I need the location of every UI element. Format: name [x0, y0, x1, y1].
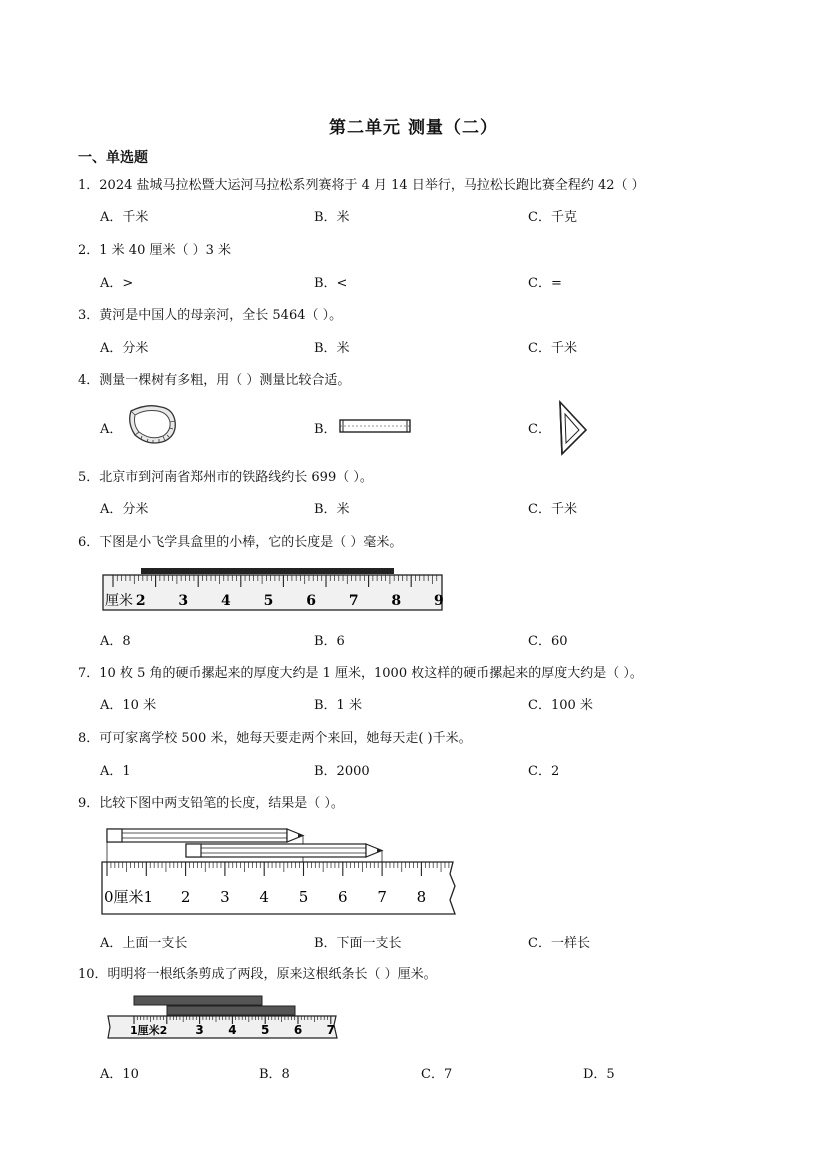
question-10-option-a[interactable]: A．10	[100, 1067, 139, 1082]
question-9-text: 9．比较下图中两支铅笔的长度，结果是（ ）。	[78, 796, 344, 811]
ruler-tick-label: 5	[263, 593, 274, 609]
upper-pencil	[107, 829, 303, 842]
question-5-option-c[interactable]: C．千米	[528, 502, 577, 517]
question-2-text: 2．1 米 40 厘米（ ）3 米	[78, 243, 232, 258]
question-5-option-a[interactable]: A．分米	[100, 502, 149, 517]
question-2-option-c[interactable]: C．=	[528, 276, 562, 291]
question-10-option-b[interactable]: B．8	[259, 1067, 290, 1082]
tape-measure-icon	[125, 401, 181, 451]
ruler-tick-label: 6	[293, 1023, 303, 1037]
question-4-option-c[interactable]: C．	[528, 422, 551, 437]
question-10-option-c[interactable]: C．7	[421, 1067, 453, 1082]
ruler-unit-label: 0厘米1	[104, 888, 154, 906]
ruler-tick-label: 3	[195, 1023, 204, 1037]
ruler-tick-label: 3	[220, 888, 230, 906]
question-10-text: 10．明明将一根纸条剪成了两段，原来这根纸条长（ ）厘米。	[78, 967, 437, 982]
question-3-option-b[interactable]: B．米	[314, 341, 350, 356]
ruler-tick-label: 5	[298, 888, 309, 906]
question-1-option-c[interactable]: C．千克	[528, 210, 577, 225]
question-1-text: 1．2024 盐城马拉松暨大运河马拉松系列赛将于 4 月 14 日举行，马拉松长跑比赛全程约 42（ ）	[78, 178, 645, 193]
question-8-option-c[interactable]: C．2	[528, 764, 560, 779]
question-4-option-a[interactable]: A．	[100, 422, 123, 437]
page-title: 第二单元 测量（二）	[329, 118, 498, 138]
ruler-tick-label: 4	[228, 1023, 237, 1037]
question-10-option-d[interactable]: D．5	[583, 1067, 615, 1082]
lower-pencil	[186, 844, 382, 857]
question-3-option-a[interactable]: A．分米	[100, 341, 149, 356]
ruler-tick-label: 5	[261, 1023, 270, 1037]
question-8-option-a[interactable]: A．1	[100, 764, 131, 779]
question-2-option-b[interactable]: B．<	[314, 276, 348, 291]
ruler-tick-label: 8	[391, 593, 402, 609]
ruler-tick-label: 7	[377, 888, 387, 906]
ruler-tick-label: 7	[348, 593, 359, 609]
ruler-tick-label: 2	[180, 888, 191, 906]
paper-strip-lower	[167, 1006, 295, 1015]
ruler-unit-label: 厘米	[105, 593, 133, 609]
ruler-tick-label: 7	[326, 1023, 335, 1037]
question-5-option-b[interactable]: B．米	[314, 502, 350, 517]
question-4-text: 4．测量一棵树有多粗，用（ ）测量比较合适。	[78, 373, 351, 388]
ruler-tick-label: 4	[259, 888, 269, 906]
question-9-option-a[interactable]: A．上面一支长	[100, 936, 188, 951]
question-7-option-a[interactable]: A．10 米	[100, 698, 157, 713]
straight-ruler-icon	[339, 418, 411, 434]
question-4-option-b[interactable]: B．	[314, 422, 337, 437]
question-6-option-c[interactable]: C．60	[528, 634, 568, 649]
q9-pencils-ruler-figure	[100, 824, 460, 916]
ruler-tick-label: 6	[338, 888, 348, 906]
ruler-tick-label: 2	[135, 593, 146, 609]
ruler-tick-label: 8	[416, 888, 427, 906]
question-5-text: 5．北京市到河南省郑州市的铁路线约长 699（ ）。	[78, 470, 373, 485]
question-7-option-c[interactable]: C．100 米	[528, 698, 593, 713]
paper-strip-upper	[134, 996, 262, 1005]
set-square-icon	[558, 400, 588, 456]
question-6-text: 6．下图是小飞学具盒里的小棒，它的长度是（ ）毫米。	[78, 535, 403, 550]
question-7-option-b[interactable]: B．1 米	[314, 698, 362, 713]
question-3-option-c[interactable]: C．千米	[528, 341, 577, 356]
ruler-tick-label: 4	[221, 593, 231, 609]
ruler-tick-label: 9	[434, 593, 444, 609]
question-3-text: 3．黄河是中国人的母亲河，全长 5464（ ）。	[78, 308, 343, 323]
question-9-option-b[interactable]: B．下面一支长	[314, 936, 402, 951]
ruler-tick-label: 3	[178, 593, 189, 609]
question-1-option-b[interactable]: B．米	[314, 210, 350, 225]
section-heading: 一、单选题	[78, 150, 148, 166]
question-7-text: 7．10 枚 5 角的硬币摞起来的厚度大约是 1 厘米，1000 枚这样的硬币摞起来的厚度大约是（ ）。	[78, 666, 643, 681]
ruler-unit-label: 1厘米2	[130, 1024, 168, 1037]
question-2-option-a[interactable]: A．>	[100, 276, 134, 291]
question-6-option-b[interactable]: B．6	[314, 634, 345, 649]
q10-paper-strips-ruler-figure	[104, 994, 340, 1042]
question-6-option-a[interactable]: A．8	[100, 634, 131, 649]
ruler-tick-label: 6	[306, 593, 316, 609]
q6-ruler-figure	[102, 564, 444, 612]
question-8-text: 8．可可家离学校 500 米，她每天要走两个来回，她每天走( )千米。	[78, 731, 472, 746]
question-9-option-c[interactable]: C．一样长	[528, 936, 590, 951]
question-8-option-b[interactable]: B．2000	[314, 764, 370, 779]
question-1-option-a[interactable]: A．千米	[100, 210, 149, 225]
stick-bar	[141, 568, 394, 574]
